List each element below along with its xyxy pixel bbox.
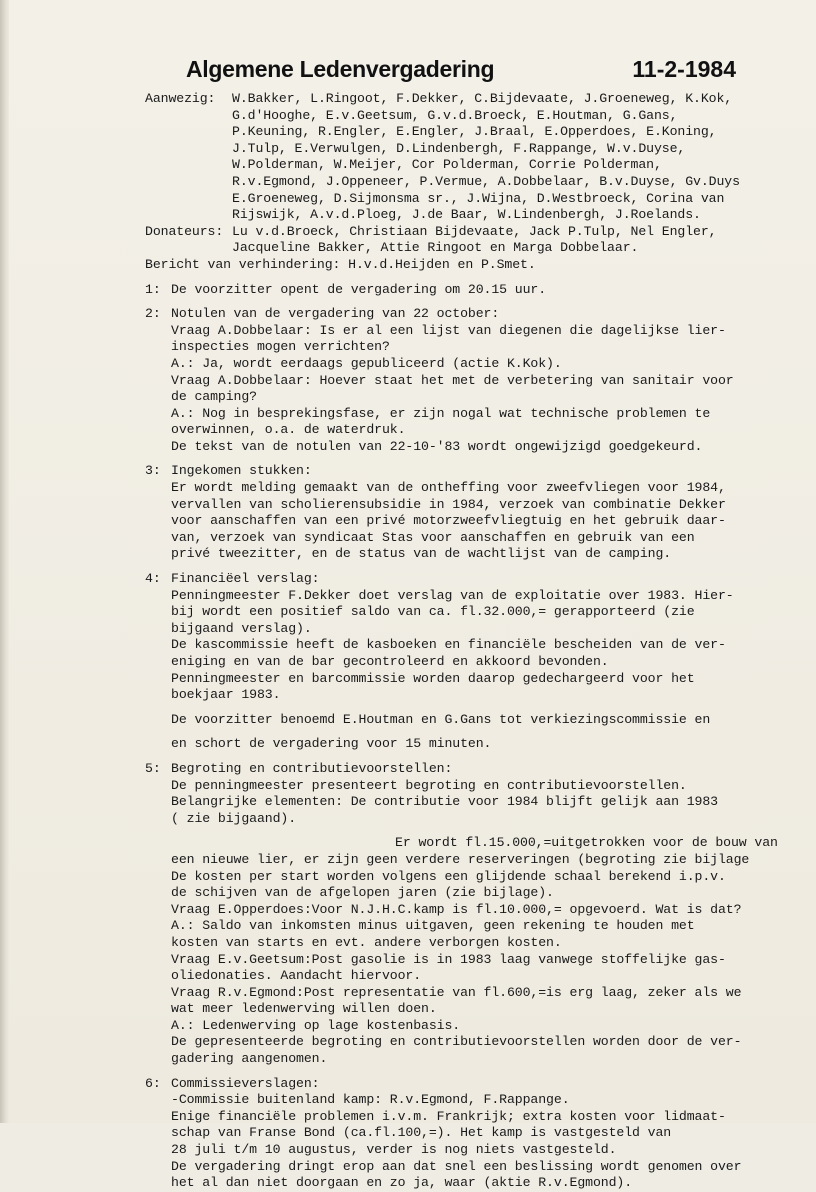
present-line: W.Bakker, L.Ringoot, F.Dekker, C.Bijdevaate, J.Groeneweg, K.Kok,	[232, 91, 733, 106]
present-line: R.v.Egmond, J.Oppeneer, P.Vermue, A.Dobbelaar, B.v.Duyse, Gv.Duys	[232, 173, 740, 189]
present-line: J.Tulp, E.Verwulgen, D.Lindenbergh, F.Rappange, W.v.Duyse,	[232, 140, 686, 156]
present-label: Aanwezig:	[145, 91, 216, 106]
item-line: Vraag A.Dobbelaar: Is er al een lijst van diegenen die dagelijkse lier-	[171, 322, 726, 338]
item-line: Enige financiële problemen i.v.m. Frankrijk; extra kosten voor lidmaat-	[171, 1108, 726, 1124]
present-line: G.d'Hooghe, E.v.Geetsum, G.v.d.Broeck, E.Houtman, G.Gans,	[232, 107, 678, 123]
agenda-item-5	[145, 761, 805, 1068]
item-line: Vraag E.Opperdoes:Voor N.J.H.C.kamp is fl.10.000,= opgevoerd. Wat is dat?	[171, 901, 742, 917]
item-line: gadering aangenomen.	[171, 1051, 328, 1067]
item-body	[171, 761, 805, 1068]
item-line: van, verzoek van syndicaat Stas voor aanschaffen en gebruik van een	[171, 529, 695, 545]
item-line: De voorzitter benoemd E.Houtman en G.Gans tot verkiezingscommissie en	[171, 711, 711, 727]
item-line: 28 juli t/m 10 augustus, verder is nog niets vastgesteld.	[171, 1142, 617, 1158]
item-line: A.: Ledenwerving op lage kostenbasis.	[171, 1017, 461, 1033]
item-line: privé tweezitter, en de status van de wachtlijst van de camping.	[171, 546, 672, 562]
item-line: A.: Nog in besprekingsfase, er zijn nogal wat technische problemen te	[171, 405, 711, 421]
item-line: Vraag A.Dobbelaar: Hoever staat het met de verbetering van sanitair voor	[171, 372, 734, 388]
document-header	[186, 56, 736, 90]
item-body	[171, 463, 805, 563]
item-line: het al dan niet doorgaan en zo ja, waar (aktie R.v.Egmond).	[171, 1175, 633, 1191]
agenda-item-6	[145, 1076, 805, 1192]
item-line: Begroting en contributievoorstellen:	[171, 760, 453, 776]
donors-names	[232, 224, 805, 257]
item-line: boekjaar 1983.	[171, 687, 281, 703]
item-line: bijgaand verslag).	[171, 620, 312, 636]
present-line: W.Polderman, W.Meijer, Cor Polderman, Corrie Polderman,	[232, 157, 662, 173]
item-line: Commissieverslagen:	[171, 1075, 320, 1091]
item-line: Penningmeester en barcommissie worden daarop gedechargeerd voor het	[171, 670, 695, 686]
item-line: inspecties mogen verrichten?	[171, 339, 390, 355]
item-line: oliedonaties. Aandacht hiervoor.	[171, 968, 422, 984]
document-date: 11-2-1984	[632, 56, 736, 82]
item-line: A.: Saldo van inkomsten minus uitgaven, geen rekening te houden met	[171, 918, 695, 934]
donors-label: Donateurs:	[145, 223, 224, 239]
item-line: -Commissie buitenland kamp: R.v.Egmond, F.Rappange.	[171, 1092, 570, 1108]
present-line: E.Groeneweg, D.Sijmonsma sr., J.Wijna, D.Westbroeck, Corina van	[232, 190, 725, 206]
item-number: 4:	[145, 571, 161, 587]
item-line: ( zie bijgaand).	[171, 810, 297, 826]
item-number: 3:	[145, 463, 161, 479]
present-line: P.Keuning, R.Engler, E.Engler, J.Braal, E.Opperdoes, E.Koning,	[232, 124, 717, 140]
item-body	[171, 1076, 805, 1192]
attendance-donors	[145, 224, 805, 257]
item-line: De gepresenteerde begroting en contributievoorstellen worden door de ver-	[171, 1034, 742, 1050]
item-line: De tekst van de notulen van 22-10-'83 wordt ongewijzigd goedgekeurd.	[171, 438, 703, 454]
item-line: schap van Franse Bond (ca.fl.100,=). Het kamp is vastgesteld van	[171, 1125, 672, 1141]
item-number: 2:	[145, 306, 161, 322]
item-line: kosten van starts en evt. andere verborgen kosten.	[171, 934, 562, 950]
agenda-item-4	[145, 571, 805, 753]
item-body	[171, 571, 805, 753]
item-number: 6:	[145, 1075, 161, 1091]
donors-line: Lu v.d.Broeck, Christiaan Bijdevaate, Jack P.Tulp, Nel Engler,	[232, 223, 717, 239]
item-line: Belangrijke elementen: De contributie voor 1984 blijft gelijk aan 1983	[171, 794, 718, 810]
item-body	[171, 306, 805, 455]
item-body	[171, 282, 805, 299]
item-line: De voorzitter opent de vergadering om 20.15 uur.	[171, 281, 547, 297]
item-line: vervallen van scholierensubsidie in 1984, verzoek van combinatie Dekker	[171, 496, 726, 512]
item-line: Er wordt fl.15.000,=uitgetrokken voor de bouw van	[395, 835, 778, 851]
item-line: Financiëel verslag:	[171, 571, 320, 587]
item-line: De penningmeester presenteert begroting en contributievoorstellen.	[171, 777, 687, 793]
item-line: overwinnen, o.a. de waterdruk.	[171, 422, 406, 438]
item-line: de camping?	[171, 389, 257, 405]
item-number: 5:	[145, 760, 161, 776]
absent-line: Bericht van verhindering: H.v.d.Heijden en P.Smet.	[145, 256, 536, 272]
minutes-body	[145, 91, 805, 1192]
item-line: Vraag E.v.Geetsum:Post gasolie is in 1983 laag vanwege stoffelijke gas-	[171, 951, 726, 967]
item-line: voor aanschaffen van een privé motorzweefvliegtuig en het gebruik daar-	[171, 513, 726, 529]
agenda-item-2	[145, 306, 805, 455]
attendance-present	[145, 91, 805, 224]
item-line: bij wordt een positief saldo van ca. fl.32.000,= gerapporteerd (zie	[171, 604, 695, 620]
item-line: wat meer ledenwerving willen doen.	[171, 1001, 437, 1017]
page-binding-edge	[0, 0, 9, 1123]
item-line: Vraag R.v.Egmond:Post representatie van fl.600,=is erg laag, zeker als we	[171, 984, 742, 1000]
item-line: De vergadering dringt erop aan dat snel een beslissing wordt genomen over	[171, 1158, 742, 1174]
document-title: Algemene Ledenvergadering	[186, 56, 495, 82]
agenda-item-1	[145, 282, 805, 299]
item-line: een nieuwe lier, er zijn geen verdere reserveringen (begroting zie bijlage	[171, 851, 750, 867]
item-number: 1:	[145, 281, 161, 297]
donors-line: Jacqueline Bakker, Attie Ringoot en Marga Dobbelaar.	[232, 240, 639, 256]
item-line: Er wordt melding gemaakt van de ontheffing voor zweefvliegen voor 1984,	[171, 480, 726, 496]
item-line: eniging en van de bar gecontroleerd en akkoord bevonden.	[171, 654, 609, 669]
present-line: Rijswijk, A.v.d.Ploeg, J.de Baar, W.Lindenbergh, J.Roelands.	[232, 207, 701, 223]
item-line: De kascommissie heeft de kasboeken en financiële bescheiden van de ver-	[171, 637, 726, 653]
item-line: Penningmeester F.Dekker doet verslag van de exploitatie over 1983. Hier-	[171, 587, 734, 603]
item-line: Ingekomen stukken:	[171, 463, 312, 479]
agenda-item-3	[145, 463, 805, 563]
item-line: A.: Ja, wordt eerdaags gepubliceerd (actie K.Kok).	[171, 355, 562, 371]
item-line: De kosten per start worden volgens een glijdende schaal berekend i.p.v.	[171, 868, 726, 884]
item-line: en schort de vergadering voor 15 minuten.	[171, 736, 492, 752]
item-line: de schijven van de afgelopen jaren (zie bijlage).	[171, 885, 554, 901]
item-line: Notulen van de vergadering van 22 october:	[171, 306, 500, 322]
present-names	[232, 91, 805, 224]
